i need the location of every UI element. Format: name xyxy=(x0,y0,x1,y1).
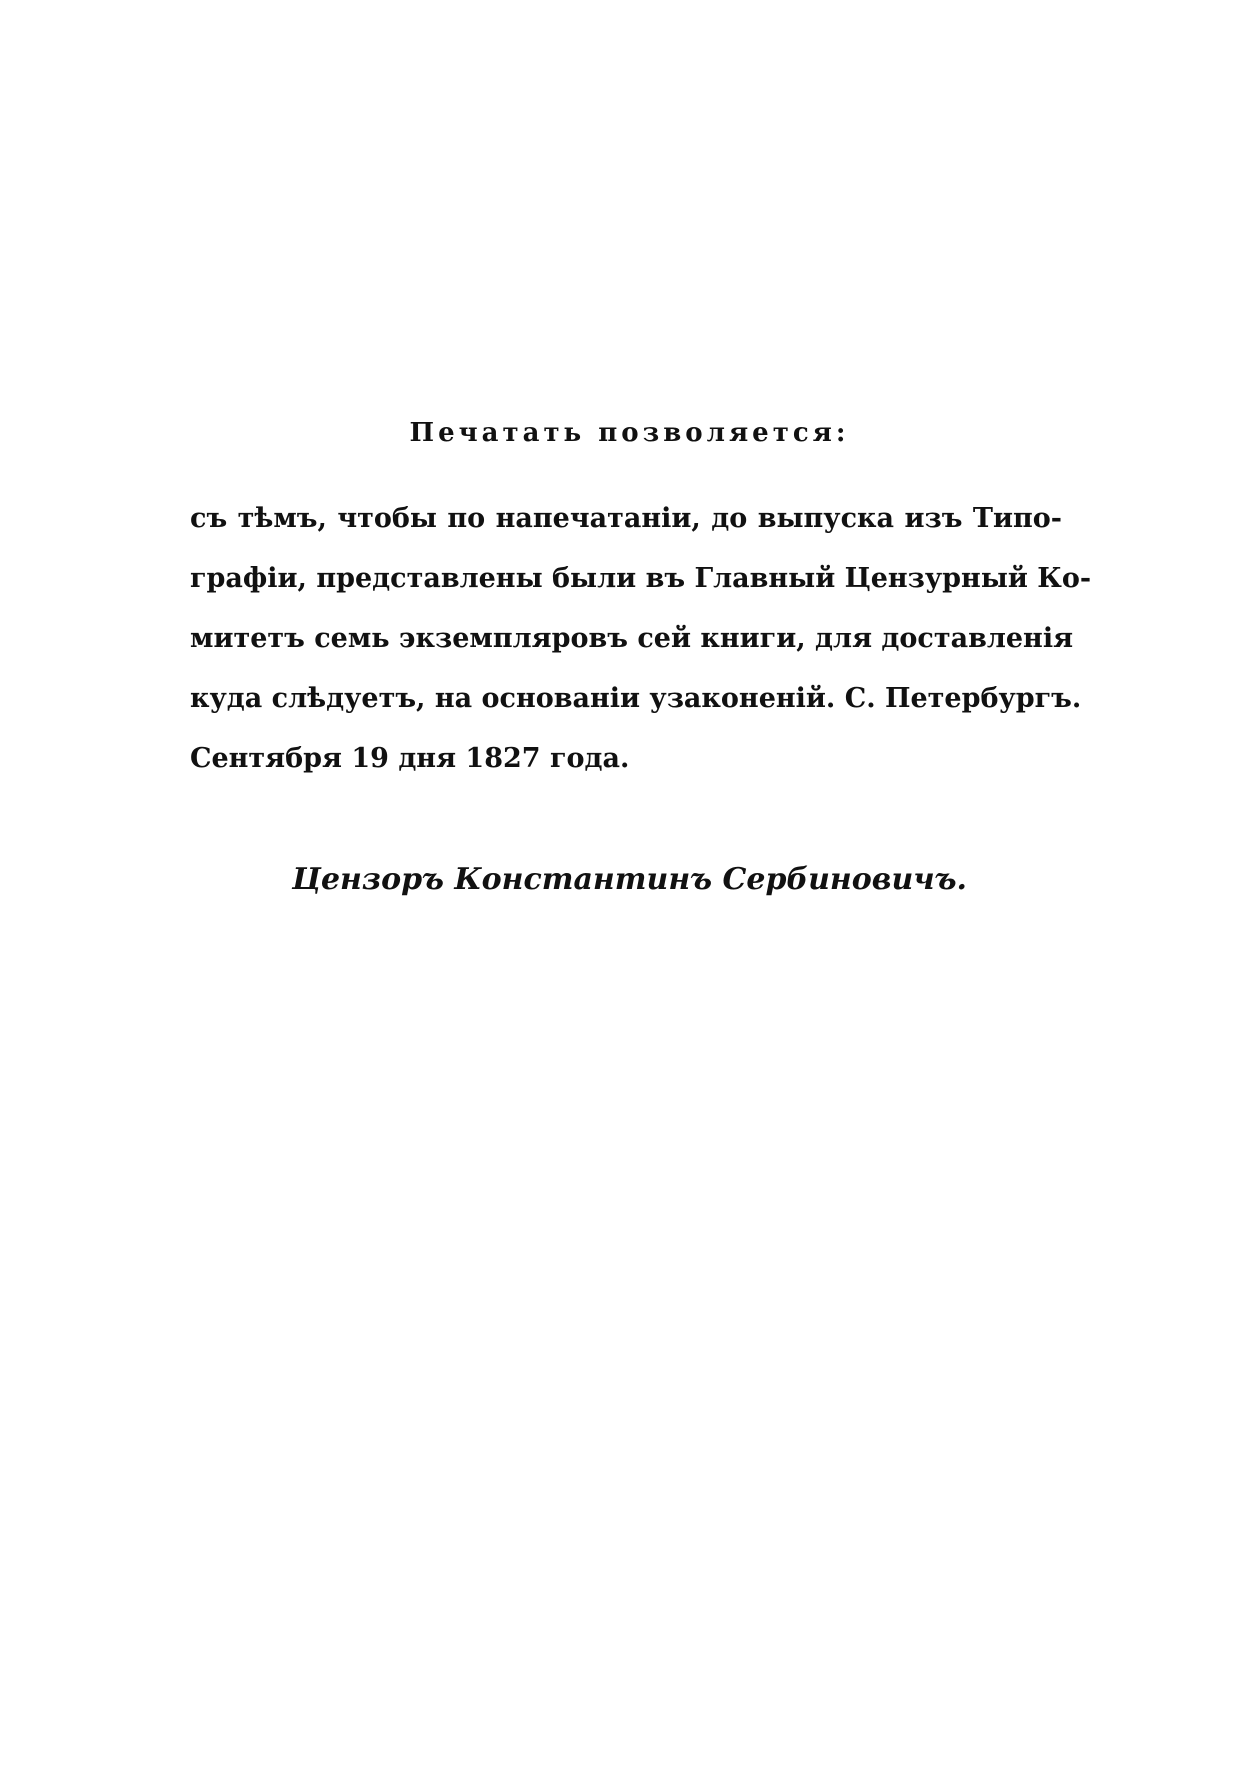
permission-text-line-4: куда слѣдуетъ, на основаніи узаконеній. С. Петербургъ. xyxy=(190,683,1082,714)
permission-text-line-3: митетъ семь экземпляровъ сей книги, для доставленія xyxy=(190,623,1074,654)
censor-signature: Цензоръ Константинъ Сербиновичъ. xyxy=(291,862,967,897)
permission-heading: Печатать позволяется: xyxy=(409,418,850,448)
permission-text-line-2: графіи, представлены были въ Главный Цензурный Ко- xyxy=(190,563,1092,594)
permission-text-line-5: Сентября 19 дня 1827 года. xyxy=(190,743,630,774)
permission-text-line-1: съ тѣмъ, чтобы по напечатаніи, до выпуска изъ Типо- xyxy=(190,503,1062,534)
